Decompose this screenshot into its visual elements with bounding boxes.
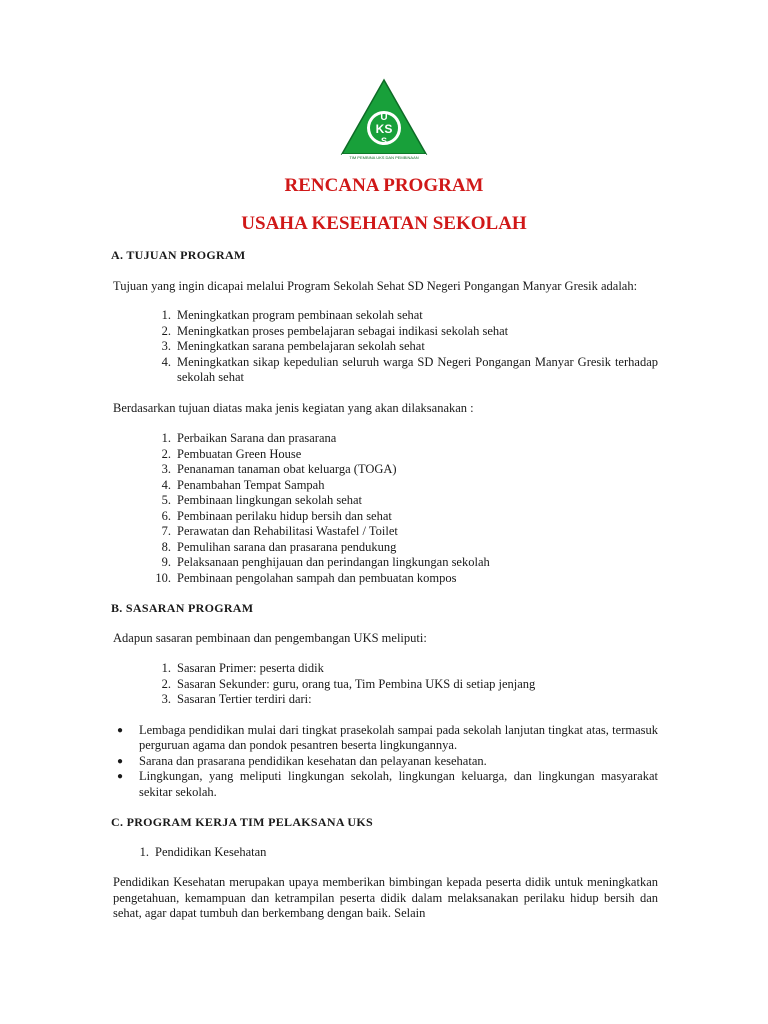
list-item: 9. Pelaksanaan penghijauan dan perindangan lingkungan sekolah [161,555,490,569]
section-c-paragraph: Pendidikan Kesehatan merupakan upaya memberikan bimbingan kepada peserta didik untuk meningkatkan pengetahuan, kemampuan dan ketrampilan peserta didik dalam melaksanakan perilaku hidup bersih dan sehat, agar dapat tumbuh dan berkembang dengan baik. Selain [113,875,658,920]
list-item: ● Lembaga pendidikan mulai dari tingkat prasekolah sampai pada sekolah lanjutan tingkat atas, termasuk perguruan agama dan pondok pesantren beserta lingkungannya. [113,723,658,754]
section-b-intro: Adapun sasaran pembinaan dan pengembangan UKS meliputi: [113,630,427,645]
logo-letters-ks: KS [375,122,393,136]
list-item: 1. Perbaikan Sarana dan prasarana [161,431,337,445]
list-item: 1. Sasaran Primer: peserta didik [161,661,324,675]
list-item: 5. Pembinaan lingkungan sekolah sehat [161,493,363,507]
logo-letter-s: S [380,136,388,146]
list-item: ● Sarana dan prasarana pendidikan kesehatan dan pelayanan kesehatan. [113,754,658,770]
targets-list [149,661,658,708]
work-program-list [127,845,658,861]
list-item: 1. Pendidikan Kesehatan [139,844,267,859]
bullet-icon: ● [117,724,124,736]
section-a-intro: Tujuan yang ingin dicapai melalui Program Sekolah Sehat SD Negeri Pongangan Manyar Gresik adalah: [113,278,638,293]
section-a-intro2: Berdasarkan tujuan diatas maka jenis kegiatan yang akan dilaksanakan : [113,400,474,415]
title-rencana-program: RENCANA PROGRAM [284,175,484,196]
uks-logo [340,78,428,162]
activities-list [149,431,658,586]
tertiary-targets-list [113,723,658,801]
section-c-heading: C. PROGRAM KERJA TIM PELAKSANA UKS [111,815,374,829]
section-b-heading: B. SASARAN PROGRAM [111,601,254,615]
list-item: 4. Penambahan Tempat Sampah [161,477,325,492]
list-item: 2. Pembuatan Green House [161,446,302,461]
list-item: 4. Meningkatkan sikap kepedulian seluruh warga SD Negeri Pongangan Manyar Gresik terhadap sekolah sehat [161,354,658,384]
list-item: 2. Meningkatkan proses pembelajaran sebagai indikasi sekolah sehat [161,323,509,338]
list-item: 8. Pemulihan sarana dan prasarana pendukung [161,539,397,554]
list-item: 6. Pembinaan perilaku hidup bersih dan sehat [161,508,392,523]
goals-list [149,308,658,386]
bullet-icon: ● [117,755,124,767]
list-item: 3. Penanaman tanaman obat keluarga (TOGA) [161,462,397,476]
list-item: ● Lingkungan, yang meliputi lingkungan sekolah, lingkungan keluarga, dan lingkungan masyarakat sekitar sekolah. [113,769,658,800]
list-item: 2. Sasaran Sekunder: guru, orang tua, Tim Pembina UKS di setiap jenjang [161,676,536,691]
logo-letter-u: U [380,112,388,123]
section-a-heading: A. TUJUAN PROGRAM [111,248,246,262]
list-item: 1. Meningkatkan program pembinaan sekolah sehat [161,308,423,322]
list-item: 3. Meningkatkan sarana pembelajaran sekolah sehat [161,339,425,353]
list-item: 7. Perawatan dan Rehabilitasi Wastafel / Toilet [161,524,398,538]
list-item: 3. Sasaran Tertier terdiri dari: [161,692,312,706]
title-usaha-kesehatan: USAHA KESEHATAN SEKOLAH [241,213,527,234]
bullet-icon: ● [117,771,124,782]
list-item: 10. Pembinaan pengolahan sampah dan pembuatan kompos [155,570,457,585]
document-body [113,248,658,922]
logo-caption: TIM PEMBINA UKS DAN PEMBINAAN [349,155,419,160]
